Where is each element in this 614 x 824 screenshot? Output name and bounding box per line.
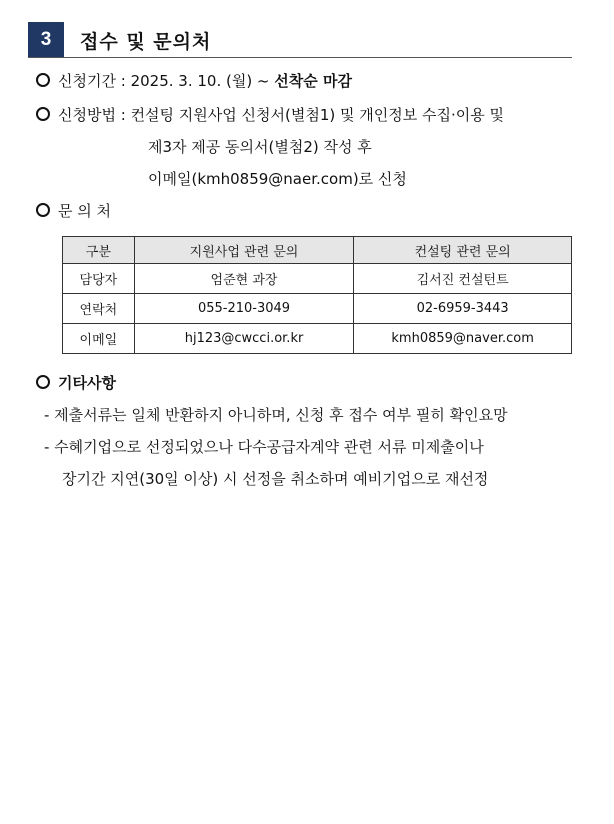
inquiry-label: 문 의 처 (58, 202, 112, 220)
table-cell: 055-210-3049 (134, 294, 354, 324)
period-separator: : (115, 72, 131, 90)
table-row (63, 264, 572, 294)
table-row (63, 324, 572, 354)
other-item-1: - 제출서류는 일체 반환하지 아니하며, 신청 후 접수 여부 필히 확인요망 (44, 406, 508, 424)
method-separator: : (115, 106, 131, 124)
table-cell: 김서진 컨설턴트 (354, 264, 572, 294)
inquiry-line (36, 200, 111, 222)
row-label: 연락처 (63, 294, 135, 324)
period-value: 2025. 3. 10. (월) ~ (130, 72, 275, 90)
circle-bullet-icon (36, 73, 50, 87)
method-label: 신청방법 (58, 106, 116, 124)
section-title: 접수 및 문의처 (80, 31, 212, 53)
header-consulting-inquiry: 컨설팅 관련 문의 (354, 237, 572, 264)
header-category: 구분 (63, 237, 135, 264)
other-line (36, 372, 116, 394)
method-text-line-3: 이메일(kmh0859@naer.com)로 신청 (148, 170, 407, 188)
row-label: 담당자 (63, 264, 135, 294)
table-header-row (63, 237, 572, 264)
section-header (28, 22, 572, 58)
period-label: 신청기간 (58, 72, 116, 90)
method-line (36, 104, 504, 126)
other-item-2-line-2: 장기간 지연(30일 이상) 시 선정을 취소하며 예비기업으로 재선정 (62, 470, 489, 488)
section-number-badge: 3 (28, 22, 64, 58)
table-cell: 엄준현 과장 (134, 264, 354, 294)
period-line (36, 70, 352, 92)
method-text-line-2: 제3자 제공 동의서(별첨2) 작성 후 (148, 138, 372, 156)
table-row (63, 294, 572, 324)
table-cell: hj123@cwcci.or.kr (134, 324, 354, 354)
period-emphasis: 선착순 마감 (274, 72, 352, 90)
circle-bullet-icon (36, 107, 50, 121)
table-cell: kmh0859@naver.com (354, 324, 572, 354)
inquiry-table (62, 236, 572, 354)
other-label: 기타사항 (58, 374, 116, 392)
method-text-line-1: 컨설팅 지원사업 신청서(별첨1) 및 개인정보 수집·이용 및 (130, 106, 504, 124)
other-item-2-line-1: - 수혜기업으로 선정되었으나 다수공급자계약 관련 서류 미제출이나 (44, 438, 484, 456)
header-support-inquiry: 지원사업 관련 문의 (134, 237, 354, 264)
section-divider (28, 57, 572, 58)
row-label: 이메일 (63, 324, 135, 354)
circle-bullet-icon (36, 203, 50, 217)
table-cell: 02-6959-3443 (354, 294, 572, 324)
circle-bullet-icon (36, 375, 50, 389)
